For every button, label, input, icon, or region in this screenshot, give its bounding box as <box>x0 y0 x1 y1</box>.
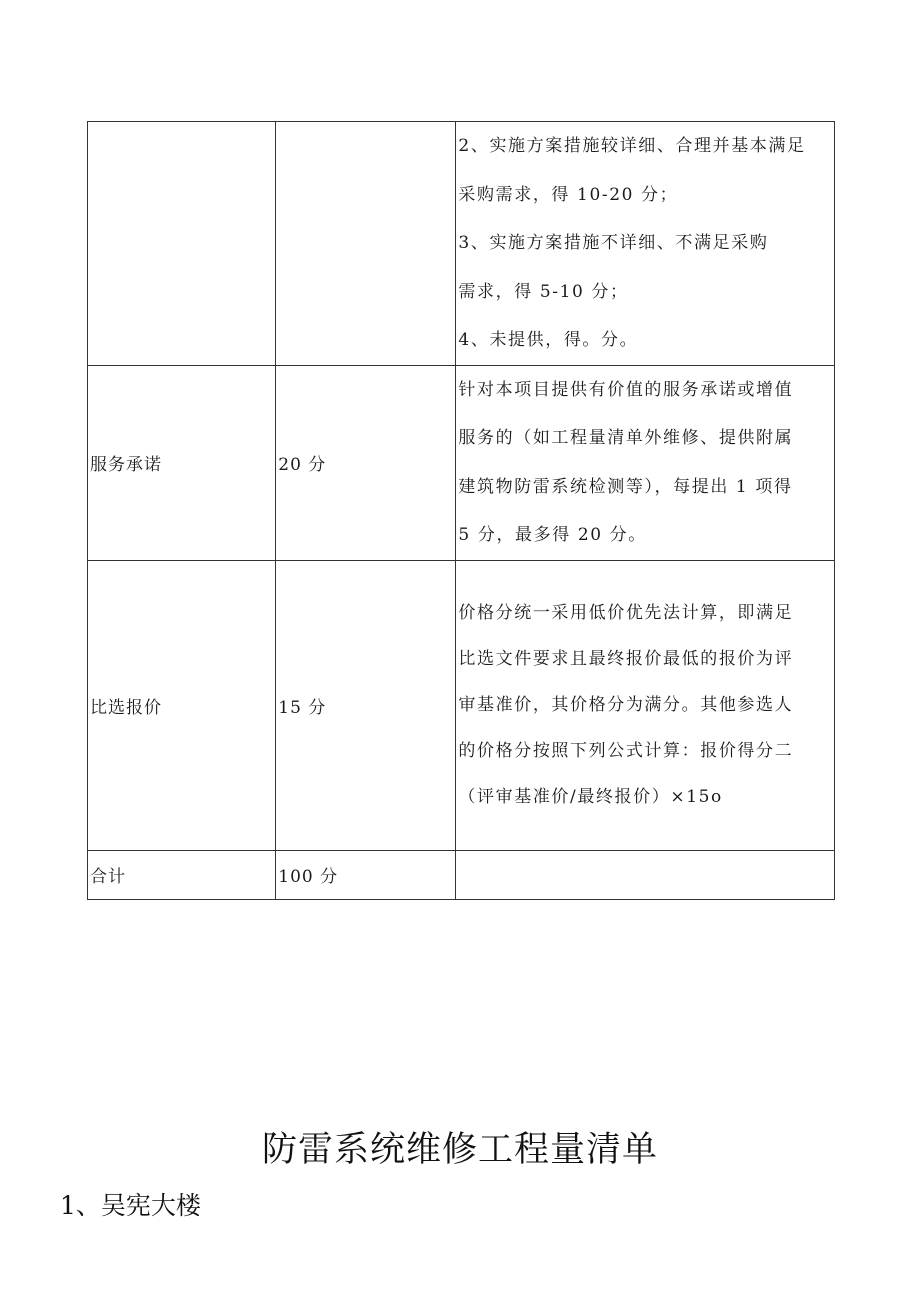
criteria-line: 建筑物防雷系统检测等），每提出 1 项得 <box>458 476 793 497</box>
item-cell <box>88 122 276 366</box>
score-cell: 15 分 <box>276 560 456 850</box>
item-cell: 服务承诺 <box>88 365 276 560</box>
table-row <box>88 365 835 560</box>
criteria-line: 的价格分按照下列公式计算：报价得分二 <box>458 741 794 761</box>
score-cell <box>276 122 456 366</box>
criteria-line: 服务的（如工程量清单外维修、提供附属 <box>458 428 794 448</box>
criteria-line: 采购需求，得 10-20 分； <box>458 184 679 205</box>
criteria-line: 4、未提供，得。分。 <box>458 330 639 350</box>
table-row <box>88 560 835 850</box>
table-row <box>88 122 835 366</box>
criteria-line: 针对本项目提供有价值的服务承诺或增值 <box>458 379 794 400</box>
criteria-line: 3、实施方案措施不详细、不满足采购 <box>458 233 769 253</box>
criteria-cell <box>456 365 835 560</box>
criteria-line: （评审基准价/最终报价）×15o <box>458 787 723 807</box>
criteria-cell <box>456 122 835 366</box>
sub-heading: 1、吴宪大楼 <box>60 1191 201 1220</box>
criteria-line: 需求，得 5-10 分； <box>458 281 629 302</box>
table-row-total <box>88 850 835 899</box>
criteria-line: 比选文件要求且最终报价最低的报价为评 <box>458 649 794 669</box>
section-title: 防雷系统维修工程量清单 <box>261 1130 658 1170</box>
criteria-line: 5 分，最多得 20 分。 <box>458 525 647 545</box>
criteria-cell <box>456 850 835 899</box>
criteria-line: 审基准价，其价格分为满分。其他参选人 <box>458 695 794 715</box>
criteria-cell <box>456 560 835 850</box>
criteria-line: 2、实施方案措施较详细、合理并基本满足 <box>458 136 806 156</box>
criteria-line: 价格分统一采用低价优先法计算，即满足 <box>458 603 794 623</box>
score-cell: 100 分 <box>276 850 456 899</box>
scoring-table <box>87 121 835 900</box>
score-cell: 20 分 <box>276 365 456 560</box>
item-cell: 合计 <box>88 850 276 899</box>
item-cell: 比选报价 <box>88 560 276 850</box>
